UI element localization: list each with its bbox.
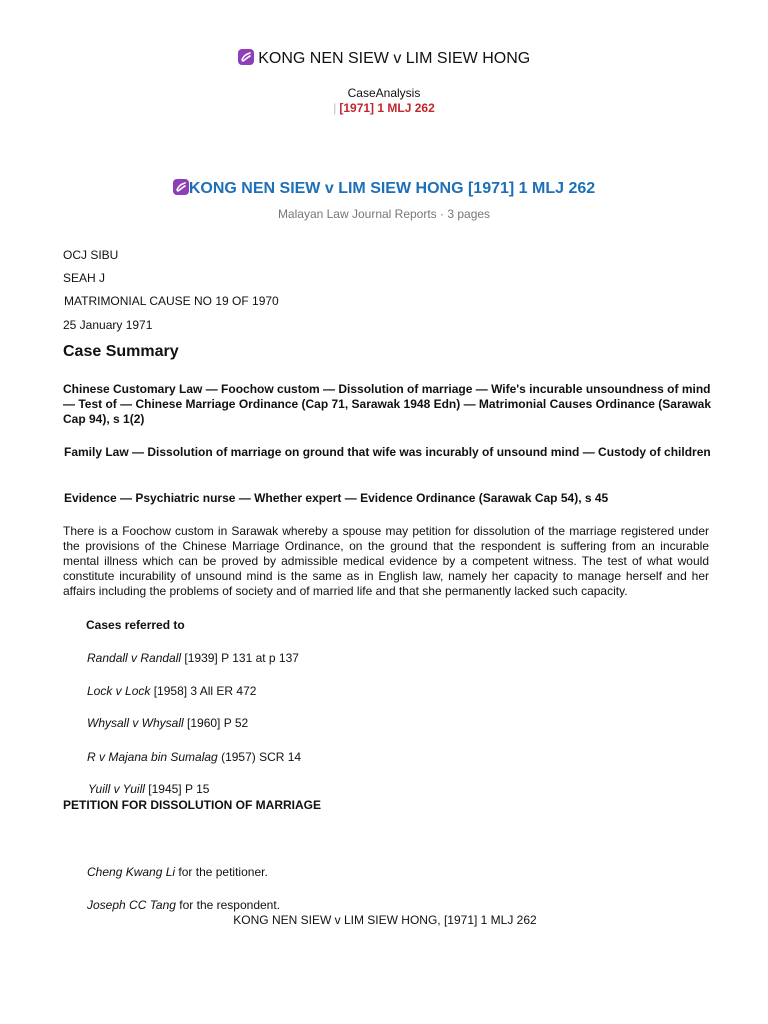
case-summary-heading: Case Summary <box>63 343 179 360</box>
counsel-line: Cheng Kwang Li for the petitioner. <box>87 865 268 879</box>
case-title: KONG NEN SIEW v LIM SIEW HONG [1971] 1 MLJ 262 <box>0 179 768 198</box>
case-reference: Yuill v Yuill [1945] P 15 <box>88 782 210 796</box>
document-header-title: KONG NEN SIEW v LIM SIEW HONG <box>0 49 768 68</box>
catchwords: Evidence — Psychiatric nurse — Whether expert — Evidence Ordinance (Sarawak Cap 54), s 45 <box>64 491 609 505</box>
case-source: Malayan Law Journal Reports · 3 pages <box>277 207 491 221</box>
catchwords: Chinese Customary Law — Foochow custom — Dissolution of marriage — Wife's incurable unsoundness of mind — Test of — Chinese Marriage Ordinance (Cap 71, Sarawak 1948 Edn) — Matrimonial Causes Ordinance (Sarawak Cap 94), s 1(2) <box>63 382 711 426</box>
case-reference: Whysall v Whysall [1960] P 52 <box>87 716 249 730</box>
lexis-logo-icon <box>238 49 254 65</box>
lexis-logo-icon <box>173 179 189 195</box>
case-reference: R v Majana bin Sumalag (1957) SCR 14 <box>87 750 302 764</box>
counsel-line: Joseph CC Tang for the respondent. <box>87 898 281 912</box>
summary-paragraph: There is a Foochow custom in Sarawak whereby a spouse may petition for dissolution of the marriage registered under the provisions of the Chinese Marriage Ordinance, on the ground that the respondent is suffering from an incurable mental illness which can be proved by admissible medical evidence by a competent witness. The test of what would constitute incurability of unsound mind is the same as in English law, namely her capacity to manage herself and her affairs including the problems of society and of married life and that she permanently lacked such capacity. <box>63 524 709 598</box>
document-kind: CaseAnalysis <box>347 86 421 100</box>
page-footer: KONG NEN SIEW v LIM SIEW HONG, [1971] 1 MLJ 262 <box>233 913 537 927</box>
header-citation: | [1971] 1 MLJ 262 <box>333 101 435 115</box>
case-reference: Lock v Lock [1958] 3 All ER 472 <box>87 684 257 698</box>
catchwords: Family Law — Dissolution of marriage on ground that wife was incurably of unsound mind — Custody of children <box>64 445 711 459</box>
judge: SEAH J <box>63 271 106 285</box>
case-reference: Randall v Randall [1939] P 131 at p 137 <box>87 651 299 665</box>
cause-number: MATRIMONIAL CAUSE NO 19 OF 1970 <box>64 294 279 308</box>
cases-referred-heading: Cases referred to <box>86 618 185 632</box>
court: OCJ SIBU <box>63 248 119 262</box>
decision-date: 25 January 1971 <box>63 318 153 332</box>
petition-heading: PETITION FOR DISSOLUTION OF MARRIAGE <box>63 798 321 812</box>
